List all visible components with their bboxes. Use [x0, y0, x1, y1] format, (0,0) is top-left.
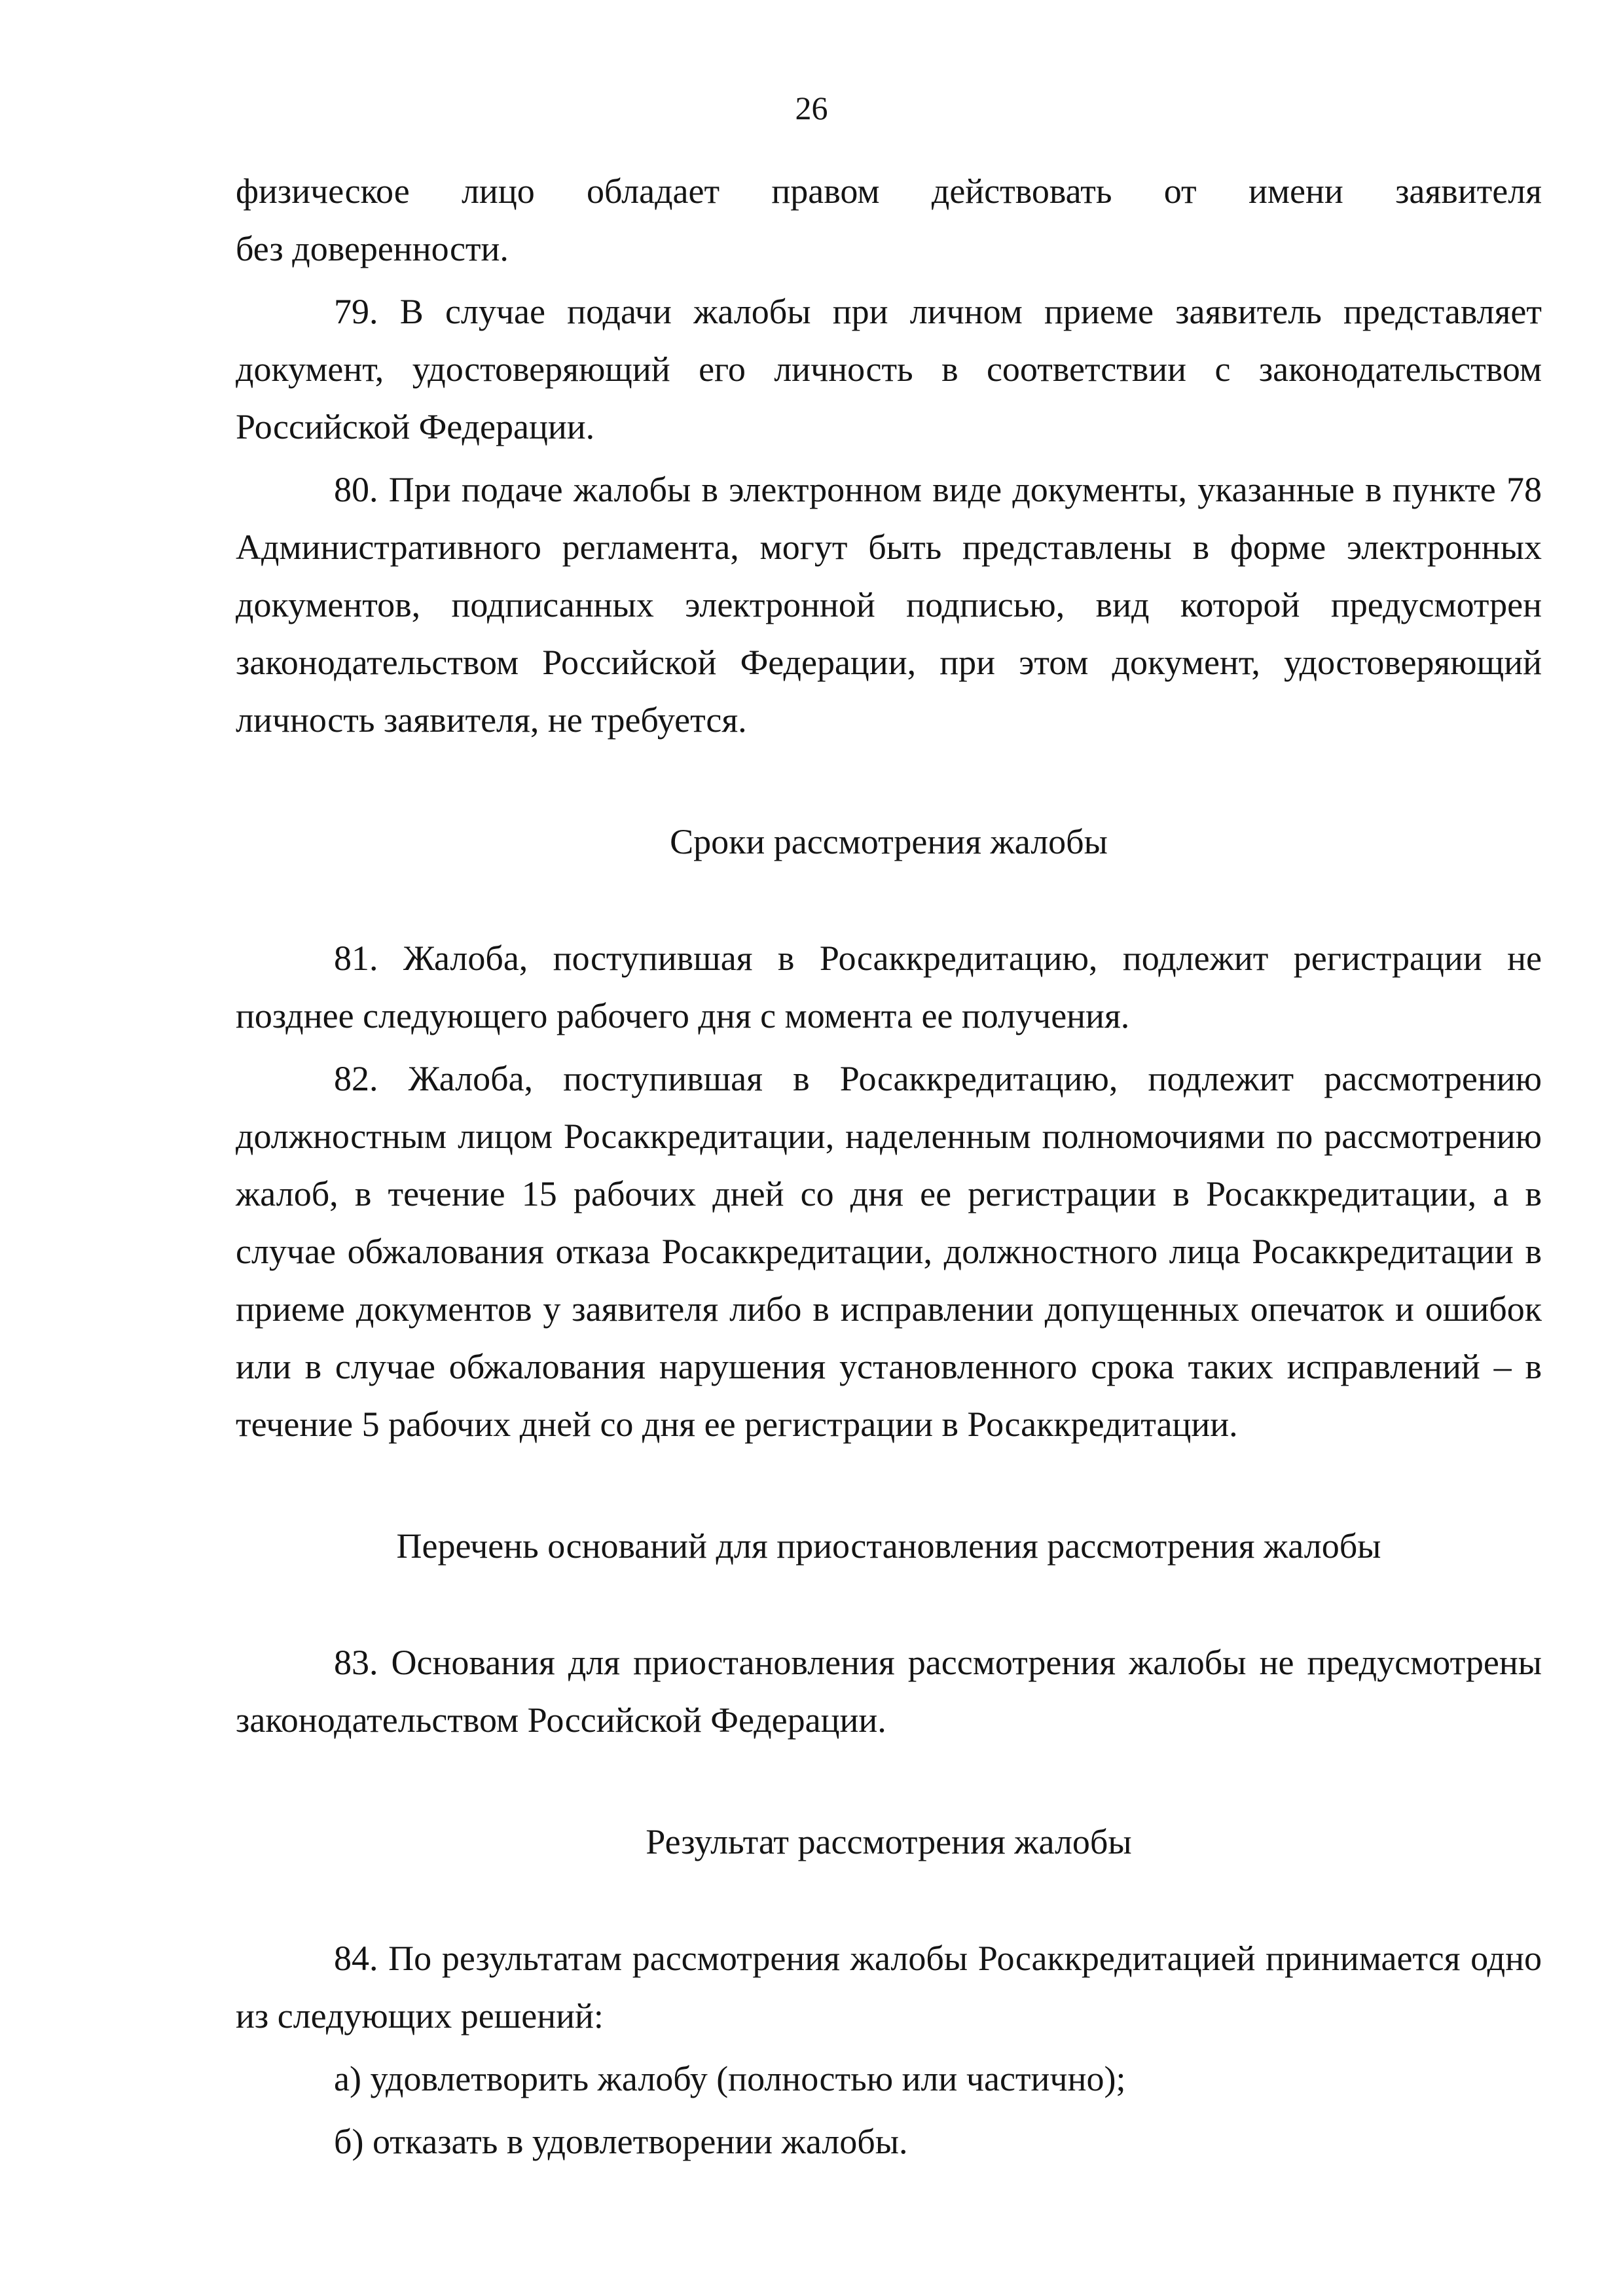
paragraph-79: 79. В случае подачи жалобы при личном приеме заявитель представляет документ, удостоверяющий его личность в соответствии с законодательством Российской Федерации.: [236, 292, 1542, 446]
section-heading-suspension: Перечень оснований для приостановления рассмотрения жалобы: [396, 1526, 1381, 1566]
paragraph-78-continuation-line-2: без доверенности.: [236, 229, 509, 268]
paragraph-84: 84. По результатам рассмотрения жалобы Росаккредитацией принимается одно из следующих решений:: [236, 1939, 1542, 2036]
section-heading-result: Результат рассмотрения жалобы: [646, 1822, 1132, 1861]
paragraph-81: 81. Жалоба, поступившая в Росаккредитацию, подлежит регистрации не позднее следующего рабочего дня с момента ее получения.: [236, 939, 1542, 1035]
section-heading-terms: Сроки рассмотрения жалобы: [670, 822, 1108, 861]
paragraph-80: 80. При подаче жалобы в электронном виде документы, указанные в пункте 78 Административного регламента, могут быть представлены в форме электронных документов, подписанных электронной подписью, вид которой предусмотрен законодательством Российской Федерации, при этом документ, удостоверяющий личность заявителя, не требуется.: [236, 470, 1542, 740]
paragraph-82: 82. Жалоба, поступившая в Росаккредитацию, подлежит рассмотрению должностным лицом Росаккредитации, наделенным полномочиями по рассмотрению жалоб, в течение 15 рабочих дней со дня ее регистрации в Росаккредитации, а в случае обжалования отказа Росаккредитации, должностного лица Росаккредитации в приеме документов у заявителя либо в исправлении допущенных опечаток и ошибок или в случае обжалования нарушения установленного срока таких исправлений – в течение 5 рабочих дней со дня ее регистрации в Росаккредитации.: [236, 1059, 1542, 1444]
document-body: [236, 162, 1542, 2170]
page-number: 26: [795, 90, 828, 126]
paragraph-83: 83. Основания для приостановления рассмотрения жалобы не предусмотрены законодательством Российской Федерации.: [236, 1643, 1542, 1740]
decision-item-a: а) удовлетворить жалобу (полностью или частично);: [334, 2059, 1126, 2098]
paragraph-78-continuation-line-1: физическое лицо обладает правом действовать от имени заявителя: [236, 171, 1542, 211]
decision-item-b: б) отказать в удовлетворении жалобы.: [334, 2122, 908, 2161]
